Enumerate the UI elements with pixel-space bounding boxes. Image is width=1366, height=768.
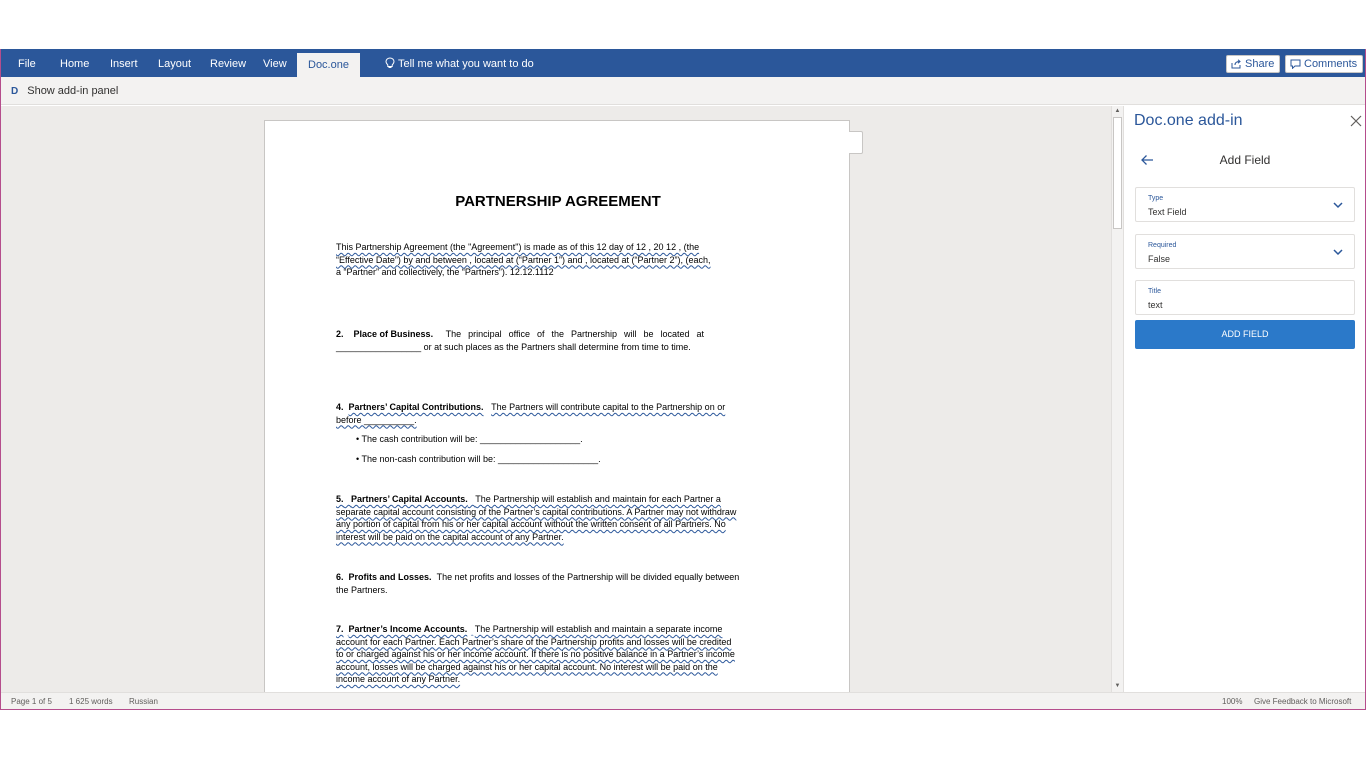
title-value: text [1148, 300, 1163, 310]
section-7-line-1 [336, 623, 778, 636]
word-online-window [0, 49, 1366, 710]
tab-docone[interactable]: Doc.one [297, 53, 360, 77]
command-bar [1, 77, 1365, 105]
required-value: False [1148, 254, 1171, 264]
document-page[interactable] [264, 120, 850, 692]
section-6-line-2: the Partners. [336, 584, 388, 595]
page-count[interactable]: Page 1 of 5 [11, 697, 52, 706]
section-6-heading: Profits and Losses. [348, 572, 432, 582]
section-7-line-5: income account of any Partner. [336, 674, 461, 684]
language[interactable]: Russian [129, 697, 158, 706]
bullet-cash: • The cash contribution will be: ____________________. [356, 434, 583, 444]
scroll-thumb[interactable] [1113, 117, 1122, 229]
share-icon [1231, 59, 1242, 69]
panel-subtitle: Add Field [1219, 153, 1271, 167]
lightbulb-icon [385, 57, 395, 69]
tab-home[interactable]: Home [60, 58, 90, 70]
ribbon [1, 49, 1365, 77]
intro-line-3: a “Partner” and collectively, the “Partners”). 12.12.1112 [336, 267, 554, 277]
back-arrow-icon[interactable] [1140, 153, 1154, 167]
section-4-text-1: The Partners will contribute capital to the Partnership on or [491, 402, 726, 412]
title-label: Title [1148, 288, 1161, 295]
section-5-heading: Partners’ Capital Accounts. [351, 494, 468, 504]
section-6-number: 6. [336, 572, 344, 582]
section-5-line-4: interest will be paid on the capital account of any Partner. [336, 531, 564, 542]
type-select[interactable] [1135, 187, 1355, 222]
document-title: PARTNERSHIP AGREEMENT [455, 193, 661, 210]
tab-review[interactable]: Review [210, 58, 247, 70]
comments-label: Comments [1304, 58, 1358, 70]
feedback-link[interactable]: Give Feedback to Microsoft [1254, 697, 1352, 706]
comment-icon [1290, 59, 1301, 69]
zoom-level[interactable]: 100% [1222, 697, 1243, 706]
tell-me-search[interactable] [385, 49, 534, 77]
bullet-non-cash: • The non-cash contribution will be: ____________________. [356, 454, 601, 464]
section-4-line-1 [336, 401, 778, 414]
add-field-button[interactable]: ADD FIELD [1135, 320, 1355, 349]
required-select[interactable] [1135, 234, 1355, 269]
type-value: Text Field [1148, 207, 1187, 217]
chevron-down-icon [1333, 248, 1343, 256]
document-scrollbar[interactable] [1111, 106, 1123, 692]
scroll-up-icon[interactable]: ▲ [1114, 108, 1121, 114]
section-5-number: 5. [336, 494, 344, 504]
section-4-heading: Partners’ Capital Contributions. [348, 402, 484, 412]
section-7-heading: Partner’s Income Accounts. [348, 624, 468, 634]
share-button[interactable] [1226, 55, 1280, 73]
section-6-text-1: The net profits and losses of the Partnership will be divided equally between [436, 572, 740, 582]
section-7-line-4: account, losses will be charged against his or her capital account. No interest will be paid on the [336, 661, 718, 672]
status-bar [1, 692, 1365, 709]
section-7-text-1: The Partnership will establish and maintain a separate income [474, 624, 723, 634]
show-addin-panel-button[interactable] [11, 77, 118, 105]
section-4-number: 4. [336, 402, 344, 412]
tab-file[interactable]: File [18, 58, 36, 70]
section-5-line-2: separate capital account consisting of the Partner’s capital contributions. A Partner may not withdraw [336, 506, 737, 517]
addin-panel [1123, 106, 1365, 692]
docone-logo-icon: D [11, 86, 19, 97]
section-2-line-1 [336, 328, 778, 341]
document-canvas[interactable] [1, 106, 1111, 692]
type-label: Type [1148, 195, 1164, 202]
intro-line-2: “Effective Date”) by and between , located at (“Partner 1”) and , located at (“Partner 2”), (each, [336, 254, 711, 265]
tab-insert[interactable]: Insert [110, 58, 138, 70]
section-5-text-1: The Partnership will establish and maintain for each Partner a [475, 494, 721, 504]
panel-title: Doc.one add-in [1134, 112, 1243, 129]
chevron-down-icon [1333, 201, 1343, 209]
section-5-line-1 [336, 493, 778, 506]
required-label: Required [1148, 242, 1177, 249]
page-side-tab [849, 131, 863, 154]
section-7-line-3: to or charged against his or her income account. If there is no positive balance in a Partner’s income [336, 649, 735, 659]
section-2-line-2: _________________ or at such places as the Partners shall determine from time to time. [336, 341, 691, 352]
title-input[interactable] [1135, 280, 1355, 315]
section-2-heading: Place of Business. [353, 329, 434, 339]
word-count[interactable]: 1 625 words [69, 697, 113, 706]
show-addin-label: Show add-in panel [27, 85, 119, 97]
intro-line-1: This Partnership Agreement (the "Agreement") is made as of this 12 day of 12 , 20 12 , (the [336, 242, 700, 252]
scroll-down-icon[interactable]: ▼ [1114, 683, 1121, 689]
section-2-number: 2. [336, 329, 344, 339]
section-7-number: 7. [336, 624, 344, 634]
section-5-line-3: any portion of capital from his or her capital account without the written consent of all Partners. No [336, 519, 726, 529]
tab-layout[interactable]: Layout [158, 58, 192, 70]
close-icon[interactable] [1348, 113, 1364, 129]
share-label: Share [1245, 58, 1275, 70]
section-4-line-2: before __________. [336, 414, 417, 425]
section-6-line-1 [336, 571, 778, 584]
section-2-text-1: The principal office of the Partnership will be located at [445, 329, 705, 339]
tab-view[interactable]: View [263, 58, 287, 70]
tell-me-text: Tell me what you want to do [398, 58, 534, 70]
comments-button[interactable] [1285, 55, 1363, 73]
section-7-line-2: account for each Partner. Each Partner’s share of the Partnership profits and losses will be credited [336, 636, 732, 647]
